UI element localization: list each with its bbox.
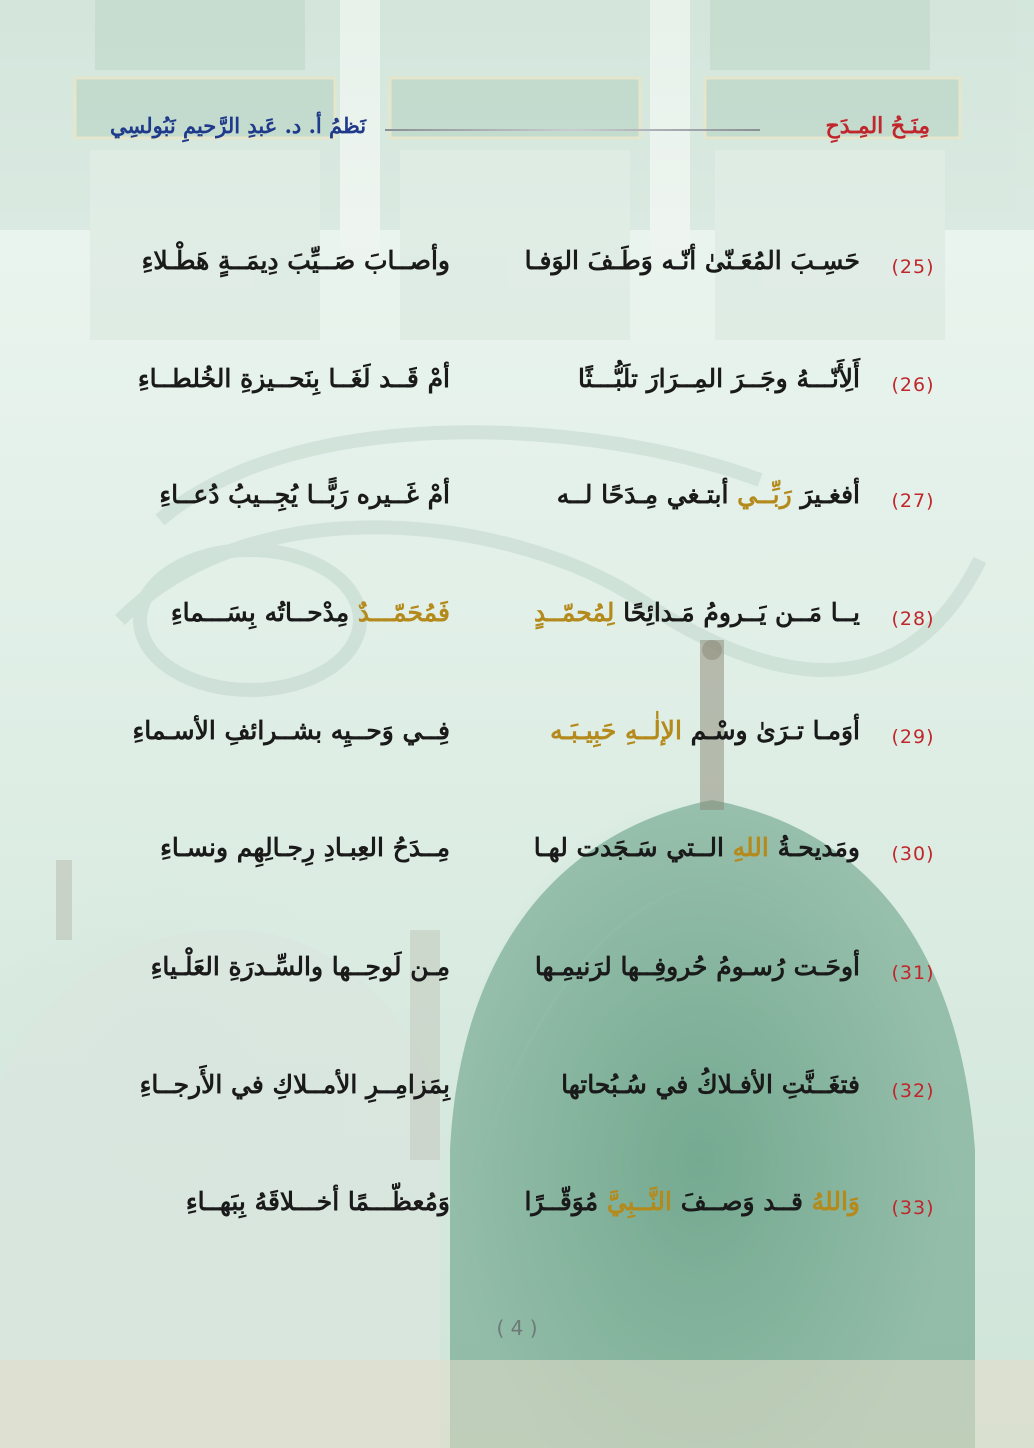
verse-number: (28) bbox=[891, 608, 935, 630]
hemistich-second: وأصــابَ صَــيِّبَ دِيمَــةٍ هَطْـلاءِ bbox=[141, 246, 450, 275]
hemistich-first bbox=[510, 480, 860, 509]
verse-30 bbox=[90, 823, 940, 883]
page-header bbox=[110, 113, 930, 143]
verse-number: (30) bbox=[891, 843, 935, 865]
hemistich-second: بِمَزامِــرِ الأمــلاكِ في الأَرجــاءِ bbox=[139, 1070, 450, 1099]
verse-33 bbox=[90, 1177, 940, 1237]
hemistich-first: أوحَـت رُسـومُ حُروفِــها لرَنيمِـها bbox=[534, 952, 860, 981]
page-number: ( 4 ) bbox=[496, 1316, 538, 1340]
hemistich-second: مِــدَحُ العِبـادِ رِجـالِهِم ونسـاءِ bbox=[160, 833, 450, 862]
hemistich-first bbox=[510, 833, 860, 862]
author-line: نَظمُ أ. د. عَبدِ الرَّحيمِ نَبُولسِي bbox=[110, 113, 367, 138]
verse-31 bbox=[90, 942, 940, 1002]
text-segment: الــتي سَـجَدت لهـا bbox=[533, 833, 724, 862]
hemistich-first bbox=[510, 598, 860, 627]
highlighted-word: النَّــبِيَّ bbox=[606, 1187, 672, 1216]
hemistich-first: أَلِأَنّـــهُ وجَــرَ المِــرَارَ تلَبُّـــثًا bbox=[577, 364, 860, 393]
text-segment: ومَديحـةُ bbox=[777, 833, 860, 862]
hemistich-first: فتغَــنَّتِ الأفـلاكُ في سُـبُحاتها bbox=[561, 1070, 860, 1099]
text-segment: قــد وَصــفَ bbox=[680, 1187, 803, 1216]
hemistich-second: فِــي وَحــيِه بشــرائفِ الأسـماءِ bbox=[132, 716, 450, 745]
highlighted-word: الإلٰــهِ حَبِيـبَـه bbox=[550, 716, 682, 745]
verse-26 bbox=[90, 354, 940, 414]
text-segment: أفغـيرَ bbox=[800, 480, 860, 509]
verse-29 bbox=[90, 706, 940, 766]
text-segment: يــا مَــن يَــرومُ مَـدائِحًا bbox=[623, 598, 860, 627]
text-segment: أبتـغي مِـدَحًا لــه bbox=[556, 480, 729, 509]
hemistich-second: أمْ قَــد لَغَــا بِنَحــيزةِ الخُلطــاءِ bbox=[137, 364, 450, 393]
hemistich-second bbox=[90, 598, 450, 627]
hemistich-second: مِـن لَوحِــها والسِّـدرَةِ العَلْـياءِ bbox=[150, 952, 450, 981]
hemistich-second: وَمُعظّـــمًا أخـــلاقَهُ بِبَهــاءِ bbox=[185, 1187, 450, 1216]
verse-number: (26) bbox=[891, 374, 935, 396]
highlighted-word: لِمُحمّــدٍ bbox=[533, 598, 615, 627]
verse-32 bbox=[90, 1060, 940, 1120]
text-segment: مِدْحــاتُه بِسَـــماءِ bbox=[170, 598, 350, 627]
verse-28 bbox=[90, 588, 940, 648]
text-segment: أوَمـا تـرَىٰ وسْـم bbox=[690, 716, 860, 745]
verse-number: (32) bbox=[891, 1080, 935, 1102]
verse-25 bbox=[90, 236, 940, 296]
text-segment: مُوَقّــرًا bbox=[524, 1187, 599, 1216]
book-title: مِنَـحُ المِـدَحِ bbox=[825, 113, 930, 139]
header-divider bbox=[385, 129, 760, 131]
verse-number: (29) bbox=[891, 726, 935, 748]
highlighted-word: فَمُحَمّـــدٌ bbox=[357, 598, 450, 627]
highlighted-word: وَاللهُ bbox=[811, 1187, 860, 1216]
verse-number: (33) bbox=[891, 1197, 935, 1219]
hemistich-first bbox=[510, 716, 860, 745]
highlighted-word: رَبِّــي bbox=[737, 480, 792, 509]
highlighted-word: اللهِ bbox=[732, 833, 769, 862]
verse-number: (25) bbox=[891, 256, 935, 278]
verse-27 bbox=[90, 470, 940, 530]
hemistich-first bbox=[510, 1187, 860, 1216]
verse-number: (27) bbox=[891, 490, 935, 512]
verse-number: (31) bbox=[891, 962, 935, 984]
hemistich-first: حَسِـبَ المُعَـنّىٰ أنّـه وَطَـفَ الوَفـا bbox=[524, 246, 860, 275]
hemistich-second: أمْ غَــيره رَبًّــا يُجِــيبُ دُعــاءِ bbox=[159, 480, 450, 509]
